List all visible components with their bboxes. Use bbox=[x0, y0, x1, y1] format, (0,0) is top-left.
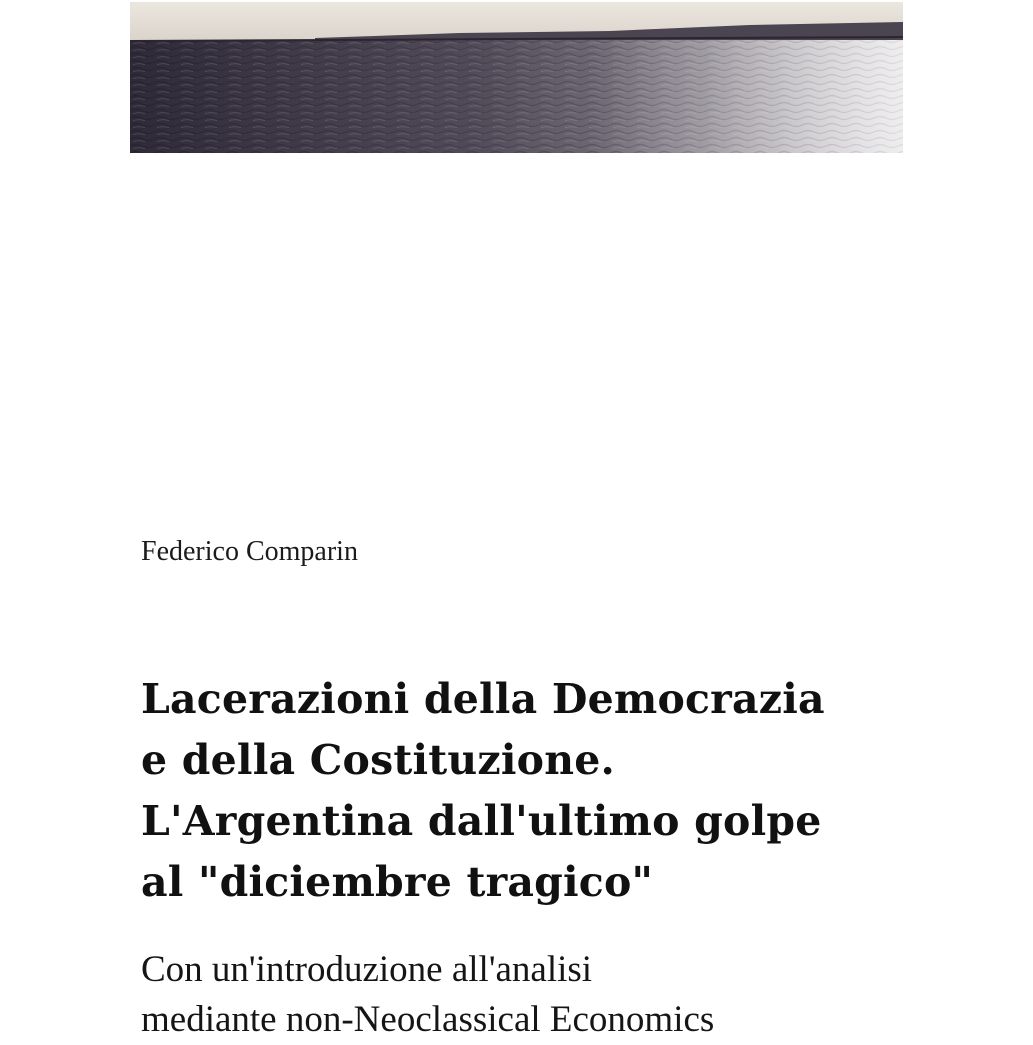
book-subtitle bbox=[141, 945, 991, 1045]
subtitle-line: Con un'introduzione all'analisi bbox=[141, 949, 593, 990]
cover-sea-photo bbox=[130, 2, 903, 153]
title-line: e della Costituzione. bbox=[141, 736, 615, 784]
author-name: Federico Comparin bbox=[141, 536, 358, 567]
title-line: Lacerazioni della Democrazia bbox=[141, 675, 825, 723]
subtitle-line: mediante non-Neoclassical Economics bbox=[141, 999, 715, 1040]
title-line: al "diciembre tragico" bbox=[141, 858, 654, 906]
book-title bbox=[141, 669, 931, 913]
title-line: L'Argentina dall'ultimo golpe bbox=[141, 797, 822, 845]
sea-photo-image bbox=[130, 2, 903, 153]
